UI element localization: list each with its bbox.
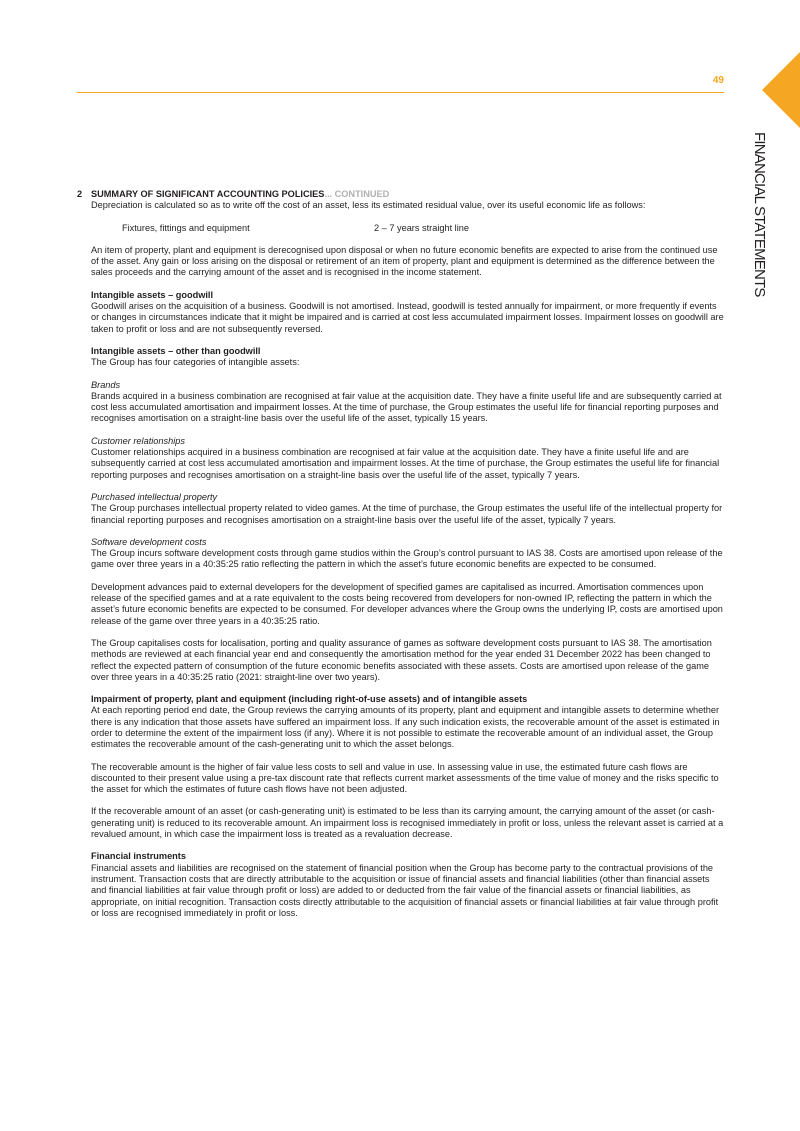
section-title: SUMMARY OF SIGNIFICANT ACCOUNTING POLICIES [91, 189, 325, 199]
section-heading [77, 189, 725, 200]
side-title-text: FINANCIAL STATEMENTS [751, 132, 768, 297]
depreciation-table-row [91, 223, 725, 234]
derecognition-paragraph: An item of property, plant and equipment is derecognised upon disposal or when no future economic benefits are expected to arise from the continued use of the asset. Any gain or loss arising on the disposal or retirement of an item of property, plant and equipment is determined as the difference between the sales proceeds and the carrying amount of the asset and is recognised in the income statement. [91, 244, 718, 278]
software-development-paragraph-3: The Group capitalises costs for localisation, porting and quality assurance of games as software development costs pursuant to IAS 38. The amortisation methods are reviewed at each financial year end and consequently the amortisation method for the year ended 31 December 2022 has been changed to reflect the expected pattern of consumption of the future economic benefits associated with these assets. Costs are amortised upon release of the game over three years in a 40:35:25 ratio (2021: straight-line over two years). [91, 637, 712, 682]
depreciation-asset: Fixtures, fittings and equipment [122, 222, 250, 233]
financial-instruments-paragraph: Financial assets and liabilities are recognised on the statement of financial position when the Group has become party to the contractual provisions of the instrument. Transaction costs that are directly attributable to the acquisition or issue of financial assets and financial liabilities (other than financial assets and financial liabilities at fair value through profit or loss) are added to or deducted from the fair value of the financial assets or financial liabilities, as appropriate, on initial recognition. Transaction costs directly attributable to the acquisition of financial assets or financial liabilities at fair value through profit or loss are recognised immediately in profit or loss. [91, 862, 719, 918]
purchased-ip-heading: Purchased intellectual property [91, 491, 218, 502]
financial-instruments-heading: Financial instruments [91, 851, 186, 862]
impairment-paragraph-1: At each reporting period end date, the Group reviews the carrying amounts of its property, plant and equipment and intangible assets to determine whether there is any indication that those assets have suffered an impairment loss. If any such indication exists, the recoverable amount of the asset is estimated in order to determine the extent of the impairment loss (if any). Where it is not possible to estimate the recoverable amount of an individual asset, the Group estimates the recoverable amount of the cash-generating unit to which the asset belongs. [91, 705, 720, 750]
header-divider [77, 92, 724, 93]
page-content [77, 189, 725, 919]
section-number: 2 [77, 189, 83, 199]
software-development-heading: Software development costs [91, 536, 207, 547]
impairment-heading: Impairment of property, plant and equipment (including right-of-use assets) and of intangible assets [91, 694, 528, 705]
goodwill-heading: Intangible assets – goodwill [91, 289, 214, 300]
page-number: 49 [712, 75, 724, 86]
software-development-paragraph-2: Development advances paid to external developers for the development of specified games are capitalised as incurred. Amortisation commences upon release of the specified games and at a rate equivalent to the costs being recovered from developers for non-owned IP, reflecting the pattern in which the asset’s future economic benefits are expected to be consumed. For developer advances where the Group owns the underlying IP, costs are amortised upon release of the game over three years in a 40:35:25 ratio. [91, 581, 723, 626]
intangibles-intro: The Group has four categories of intangible assets: [91, 357, 300, 368]
software-development-paragraph-1: The Group incurs software development costs through game studios within the Group’s control pursuant to IAS 38. Costs are amortised upon release of the game over three years in a 40:35:25 ratio reflecting the pattern in which the asset’s future economic benefits are expected to be consumed. [91, 548, 723, 570]
impairment-paragraph-3: If the recoverable amount of an asset (or cash-generating unit) is estimated to be less than its carrying amount, the carrying amount of the asset (or cash-generating unit) is reduced to its recoverable amount. An impairment loss is recognised immediately in profit or loss, unless the relevant asset is carried at a revalued amount, in which case the impairment loss is treated as a revaluation decrease. [91, 806, 724, 840]
impairment-paragraph-2: The recoverable amount is the higher of fair value less costs to sell and value in use. In assessing value in use, the estimated future cash flows are discounted to their present value using a pre-tax discount rate that reflects current market assessments of the time value of money and the risks specific to the asset for which the estimates of future cash flows have not been adjusted. [91, 761, 719, 795]
brands-paragraph: Brands acquired in a business combination are recognised at fair value at the acquisition date. They have a finite useful life and are subsequently carried at cost less accumulated amortisation and impairment losses. At the time of purchase, the Group estimates the useful life for financial reporting purposes and recognises amortisation on a straight-line basis over the useful life of the asset, typically 15 years. [91, 390, 722, 424]
intangibles-heading: Intangible assets – other than goodwill [91, 345, 261, 356]
customer-relationships-paragraph: Customer relationships acquired in a business combination are recognised at fair value at the acquisition date. They have a finite useful life and are subsequently carried at cost less accumulated amortisation and impairment losses. At the time of purchase, the Group estimates the useful life for financial reporting purposes and recognises amortisation on a straight-line basis over the useful life of the asset, typically 7 years. [91, 447, 720, 480]
depreciation-intro: Depreciation is calculated so as to write off the cost of an asset, less its estimated residual value, over its useful economic life as follows: [91, 200, 646, 211]
goodwill-paragraph: Goodwill arises on the acquisition of a business. Goodwill is not amortised. Instead, goodwill is tested annually for impairment, or more frequently if events or changes in circumstances indicate that it might be impaired and is carried at cost less accumulated impairment losses. Impairment losses on goodwill are taken to profit or loss and are not subsequently reversed. [91, 301, 724, 334]
purchased-ip-paragraph: The Group purchases intellectual property related to video games. At the time of purchase, the Group estimates the useful life of the intellectual property for financial reporting purposes and recognises amortisation on a straight-line basis over the useful life of the asset, typically 7 years. [91, 503, 723, 525]
section-continued: ... CONTINUED [324, 189, 390, 199]
customer-relationships-heading: Customer relationships [91, 435, 185, 446]
depreciation-rate: 2 – 7 years straight line [374, 222, 469, 233]
brands-heading: Brands [91, 379, 121, 390]
corner-tab-triangle [762, 52, 800, 128]
